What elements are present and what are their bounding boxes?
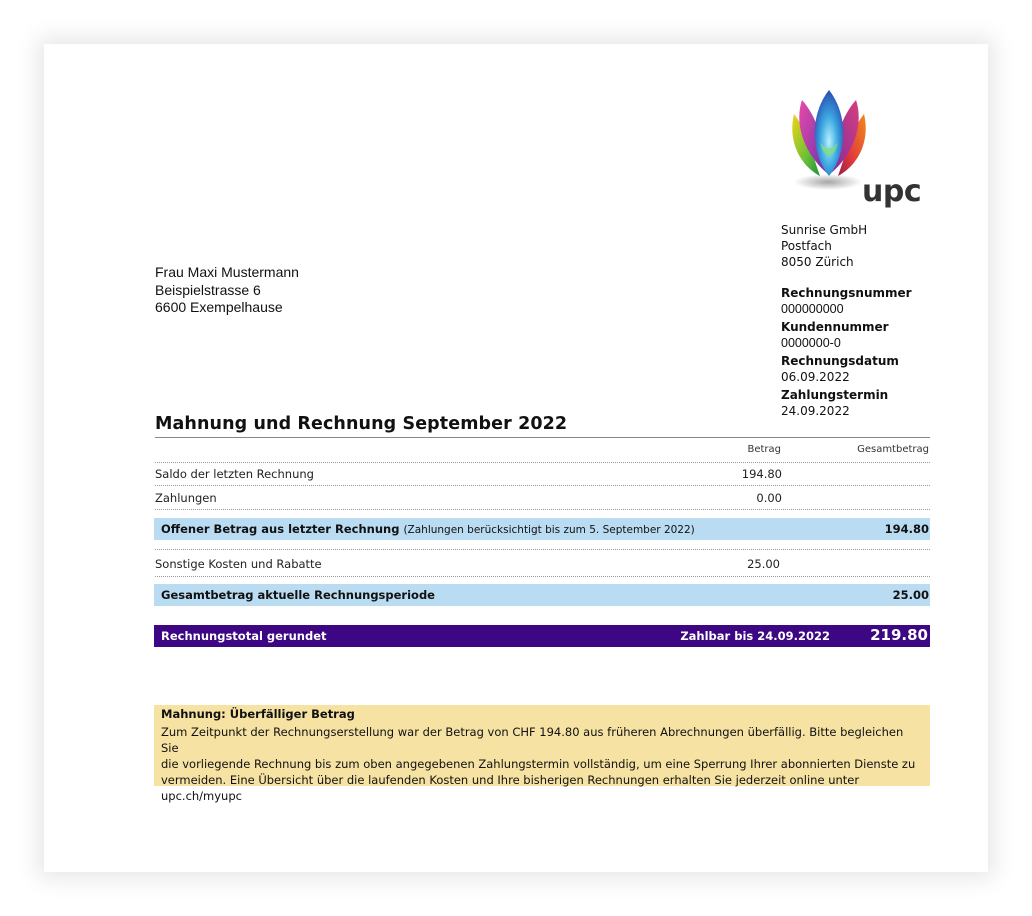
recipient-street: Beispielstrasse 6 xyxy=(155,281,261,298)
balance-amount: 194.80 xyxy=(741,467,782,481)
title-divider xyxy=(155,437,930,438)
due-date-block xyxy=(781,387,888,419)
overdue-notice-body xyxy=(161,724,921,804)
sender-city: 8050 Zürich xyxy=(781,255,854,269)
grand-total-due: Zahlbar bis 24.09.2022 xyxy=(680,629,830,643)
payments-amount: 0.00 xyxy=(756,491,782,505)
sender-address xyxy=(781,222,867,270)
due-date: 24.09.2022 xyxy=(781,404,850,418)
invoice-date: 06.09.2022 xyxy=(781,370,850,384)
column-header-amount: Betrag xyxy=(747,444,781,455)
row-divider xyxy=(155,509,930,510)
recipient-name: Frau Maxi Mustermann xyxy=(155,264,299,280)
balance-label: Saldo der letzten Rechnung xyxy=(155,467,314,481)
payments-label: Zahlungen xyxy=(155,491,217,505)
grand-total-amount: 219.80 xyxy=(870,626,928,644)
notice-line: vermeiden. Eine Übersicht über die laufenden Kosten und Ihre bisherigen Rechnungen erhalten Sie jederzeit online unter xyxy=(161,773,860,787)
sender-company: Sunrise GmbH xyxy=(781,223,868,237)
row-divider xyxy=(155,485,930,486)
upc-logo xyxy=(780,84,920,214)
invoice-date-block xyxy=(781,353,899,385)
open-amount-title: Offener Betrag aus letzter Rechnung xyxy=(161,522,400,536)
notice-line: Zum Zeitpunkt der Rechnungserstellung war der Betrag von CHF 194.80 aus früheren Abrechnungen überfällig. Bitte begleichen Sie xyxy=(161,725,904,755)
invoice-title: Mahnung und Rechnung September 2022 xyxy=(155,414,568,434)
due-date-label: Zahlungstermin xyxy=(781,388,889,402)
column-header-total: Gesamtbetrag xyxy=(857,444,929,455)
invoice-date-label: Rechnungsdatum xyxy=(781,354,899,368)
period-total-label: Gesamtbetrag aktuelle Rechnungsperiode xyxy=(161,588,435,602)
logo-wordmark: upc xyxy=(862,174,922,209)
other-costs-amount: 25.00 xyxy=(747,557,780,571)
notice-link-myupc[interactable]: upc.ch/myupc xyxy=(161,789,242,803)
notice-line: die vorliegende Rechnung bis zum oben angegebenen Zahlungstermin vollständig, um eine Sperrung Ihrer abonnierten Dienste zu xyxy=(161,757,916,771)
row-divider xyxy=(155,462,930,463)
open-amount-note: (Zahlungen berücksichtigt bis zum 5. September 2022) xyxy=(403,524,695,536)
open-amount-total: 194.80 xyxy=(884,522,929,536)
invoice-number: 000000000 xyxy=(781,302,844,316)
invoice-number-label: Rechnungsnummer xyxy=(781,286,912,300)
recipient-city: 6600 Exempelhause xyxy=(155,299,283,315)
period-total-amount: 25.00 xyxy=(892,588,929,602)
sender-postbox: Postfach xyxy=(781,239,832,253)
row-divider xyxy=(155,576,930,577)
recipient-address xyxy=(155,264,299,317)
invoice-number-block xyxy=(781,285,912,317)
row-divider xyxy=(155,549,930,550)
customer-number-label: Kundennummer xyxy=(781,320,889,334)
open-amount-label xyxy=(161,522,695,536)
other-costs-label: Sonstige Kosten und Rabatte xyxy=(155,557,322,571)
grand-total-label: Rechnungstotal gerundet xyxy=(161,629,327,643)
overdue-notice-title: Mahnung: Überfälliger Betrag xyxy=(161,707,355,721)
customer-number-block xyxy=(781,319,889,351)
customer-number: 0000000-0 xyxy=(781,336,841,350)
